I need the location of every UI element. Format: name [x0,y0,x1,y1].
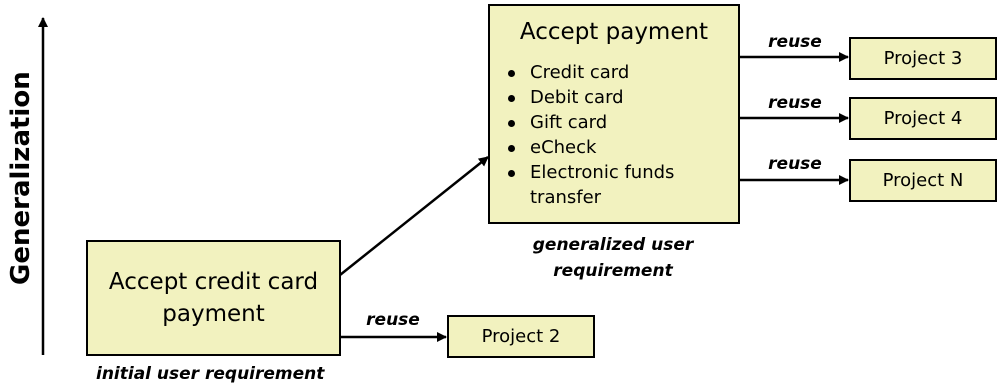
payment-methods-list [504,60,724,210]
project-n-box [849,159,997,202]
reuse-label-project-4: reuse [768,93,822,113]
payment-method-item: eCheck [504,135,724,160]
project-3-box [849,37,997,80]
generalize-arrow [340,157,488,275]
initial-requirement-box [86,240,341,356]
project-n-label: Project N [882,170,964,191]
reuse-label-project-n: reuse [768,154,822,174]
payment-method-item: Electronic funds transfer [504,160,700,210]
payment-method-item: Debit card [504,85,724,110]
initial-requirement-title: Accept credit card payment [108,269,319,327]
payment-method-item: Gift card [504,110,724,135]
project-3-label: Project 3 [883,48,963,69]
reuse-label-project-2: reuse [366,310,420,330]
initial-requirement-caption: initial user requirement [96,364,325,384]
project-4-label: Project 4 [883,108,963,129]
reuse-label-project-3: reuse [768,32,822,52]
generalized-requirement-title: Accept payment [519,19,709,45]
project-4-box [849,97,997,140]
project-2-label: Project 2 [481,326,561,347]
generalized-requirement-box [488,4,740,224]
generalized-requirement-caption: generalized user requirement [532,235,694,281]
generalization-axis-label: Generalization [6,71,36,285]
project-2-box [447,315,595,358]
payment-method-item: Credit card [504,60,724,85]
